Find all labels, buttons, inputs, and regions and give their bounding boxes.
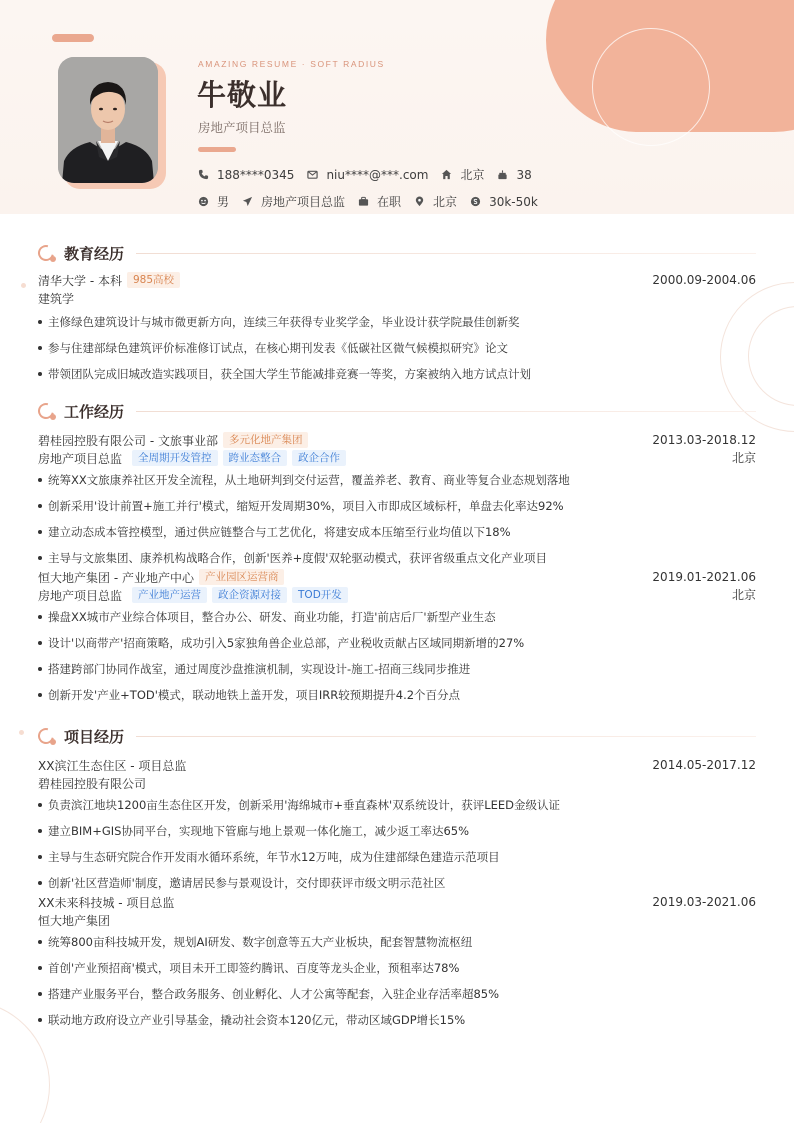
education-date: 2000.09-2004.06: [652, 273, 756, 287]
send-icon: [242, 196, 253, 207]
target-role-text: 房地产项目总监: [261, 195, 346, 209]
profile-row: [198, 193, 551, 210]
section-divider: [136, 253, 756, 254]
role-name: 房地产项目总监: [38, 451, 123, 466]
email-text: niu****@***.com: [326, 167, 429, 182]
project-bullets: [38, 792, 756, 896]
work-city: 北京: [731, 588, 756, 602]
work-section-title: 工作经历: [64, 402, 125, 421]
list-item: 设计'以商带产'招商策略，成功引入5家独角兽企业总部，产业税收贡献占区域同期新增的27%: [38, 630, 756, 656]
project-name: XX未来科技城 - 项目总监: [38, 895, 175, 910]
education-section-title: 教育经历: [64, 244, 125, 263]
project-date: 2014.05-2017.12: [652, 758, 756, 772]
list-item: 建立BIM+GIS协同平台，实现地下管廊与地上景观一体化施工，减少返工率达65%: [38, 818, 756, 844]
work-section: [38, 400, 756, 708]
project-name: XX滨江生态住区 - 项目总监: [38, 758, 187, 773]
candidate-name: 牛敬业: [197, 78, 288, 112]
header-accent-bar: [52, 34, 94, 42]
list-item: 主导与文旅集团、康养机构战略合作，创新'医养+度假'双轮驱动模式，获评省级重点文化产业项目: [38, 545, 756, 571]
list-item: 统筹XX文旅康养社区开发全流程，从土地研判到交付运营，覆盖养老、教育、商业等复合业态规划落地: [38, 467, 756, 493]
list-item: 负责滨江地块1200亩生态住区开发，创新采用'海绵城市+垂直森林'双系统设计，获评LEED金级认证: [38, 792, 756, 818]
project-company: 恒大地产集团: [38, 913, 111, 928]
projects-section-title: 项目经历: [64, 727, 125, 746]
company-badge: 多元化地产集团: [223, 432, 309, 448]
work-section-header: [38, 400, 756, 422]
home-icon: [441, 169, 452, 180]
list-item: 主导与生态研究院合作开发雨水循环系统，年节水12万吨，成为住建部绿色建造示范项目: [38, 844, 756, 870]
section-ring-icon: [38, 727, 56, 745]
location-pin-icon: [414, 196, 425, 207]
list-item: 操盘XX城市产业综合体项目，整合办公、研发、商业功能，打造'前店后厂'新型产业生态: [38, 604, 756, 630]
project-entry: [38, 893, 756, 1033]
work-city: 北京: [731, 451, 756, 465]
education-section: [38, 242, 756, 387]
target-city-text: 北京: [433, 195, 458, 209]
list-item: 创新'社区营造师'制度，邀请居民参与景观设计，交付即获评市级文明示范社区: [38, 870, 756, 896]
section-ring-icon: [38, 244, 56, 262]
list-item: 首创'产业预招商'模式，项目未开工即签约腾讯、百度等龙头企业，预租率达78%: [38, 955, 756, 981]
gender-icon: [198, 196, 209, 207]
skill-tag: 产业地产运营: [132, 587, 207, 603]
major-name: 建筑学: [38, 291, 75, 306]
list-item: 搭建产业服务平台，整合政务服务、创业孵化、人才公寓等配套，入驻企业存活率超85%: [38, 981, 756, 1007]
education-bullets: [38, 309, 756, 387]
work-bullets: [38, 604, 756, 708]
work-entry: [38, 568, 756, 708]
header-decoration-ring: [592, 28, 710, 146]
list-item: 搭建跨部门协同作战室，通过周度沙盘推演机制，实现设计-施工-招商三线同步推进: [38, 656, 756, 682]
home-city-text: 北京: [460, 168, 485, 182]
contact-row: [198, 166, 545, 183]
contact-email: [307, 168, 428, 182]
section-divider: [136, 736, 756, 737]
age-text: 38: [516, 167, 532, 182]
list-item: 主修绿色建筑设计与城市微更新方向，连续三年获得专业奖学金，毕业设计获学院最佳创新奖: [38, 309, 756, 335]
mail-icon: [307, 169, 318, 180]
candidate-title: 房地产项目总监: [198, 120, 286, 135]
phone-icon: [198, 169, 209, 180]
list-item: 创新开发'产业+TOD'模式，联动地铁上盖开发，项目IRR较预期提升4.2个百分点: [38, 682, 756, 708]
decorative-dot: [21, 283, 26, 288]
list-item: 带领团队完成旧城改造实践项目，获全国大学生节能减排竞赛一等奖，方案被纳入地方试点计划: [38, 361, 756, 387]
cake-icon: [497, 169, 508, 180]
company-name: 碧桂园控股有限公司 - 文旅事业部: [38, 433, 218, 448]
education-section-header: [38, 242, 756, 264]
title-accent-bar: [198, 147, 236, 152]
profile-gender: [198, 193, 229, 210]
work-entry: [38, 431, 756, 571]
role-name: 房地产项目总监: [38, 588, 123, 603]
contact-phone: [198, 168, 294, 182]
contact-home-city: [441, 166, 484, 183]
skill-tag: 政企资源对接: [212, 587, 287, 603]
projects-section-header: [38, 725, 756, 747]
skill-tag: 全周期开发管控: [132, 450, 218, 466]
profile-salary: [470, 195, 538, 209]
company-name: 恒大地产集团 - 产业地产中心: [38, 570, 194, 585]
list-item: 联动地方政府设立产业引导基金，撬动社会资本120亿元，带动区域GDP增长15%: [38, 1007, 756, 1033]
list-item: 统筹800亩科技城开发，规划AI研发、数字创意等五大产业板块，配套智慧物流枢纽: [38, 929, 756, 955]
avatar-photo: [58, 57, 158, 183]
salary-icon: [470, 196, 481, 207]
skill-tag: TOD开发: [292, 587, 348, 603]
company-badge: 产业园区运营商: [199, 569, 285, 585]
skill-tag: 跨业态整合: [223, 450, 288, 466]
resume-header: [0, 0, 794, 214]
work-date: 2019.01-2021.06: [652, 570, 756, 584]
skill-tag: 政企合作: [292, 450, 346, 466]
resume-eyebrow: AMAZING RESUME · SOFT RADIUS: [198, 59, 385, 69]
profile-status: [358, 193, 401, 210]
briefcase-icon: [358, 196, 369, 207]
salary-text: 30k-50k: [489, 194, 538, 209]
list-item: 创新采用'设计前置+施工并行'模式，缩短开发周期30%，项目入市即成区域标杆，单盘去化率达92%: [38, 493, 756, 519]
profile-target-city: [414, 193, 457, 210]
list-item: 参与住建部绿色建筑评价标准修订试点，在核心期刊发表《低碳社区微气候模拟研究》论文: [38, 335, 756, 361]
phone-text: 188****0345: [217, 167, 295, 182]
avatar-portrait-icon: [58, 57, 158, 183]
profile-target-role: [242, 193, 345, 210]
section-ring-icon: [38, 402, 56, 420]
project-date: 2019.03-2021.06: [652, 895, 756, 909]
education-entry: [38, 271, 756, 387]
decorative-dot: [19, 730, 24, 735]
school-badge: 985高校: [127, 272, 180, 288]
section-divider: [136, 411, 756, 412]
list-item: 建立动态成本管控模型，通过供应链整合与工艺优化，将建安成本压缩至行业均值以下18%: [38, 519, 756, 545]
project-entry: [38, 756, 756, 896]
status-text: 在职: [377, 195, 402, 209]
work-bullets: [38, 467, 756, 571]
contact-age: [497, 168, 531, 182]
project-bullets: [38, 929, 756, 1033]
school-name: 清华大学 - 本科: [38, 273, 122, 288]
projects-section: [38, 725, 756, 1033]
work-date: 2013.03-2018.12: [652, 433, 756, 447]
gender-text: 男: [217, 195, 230, 209]
project-company: 碧桂园控股有限公司: [38, 776, 147, 791]
